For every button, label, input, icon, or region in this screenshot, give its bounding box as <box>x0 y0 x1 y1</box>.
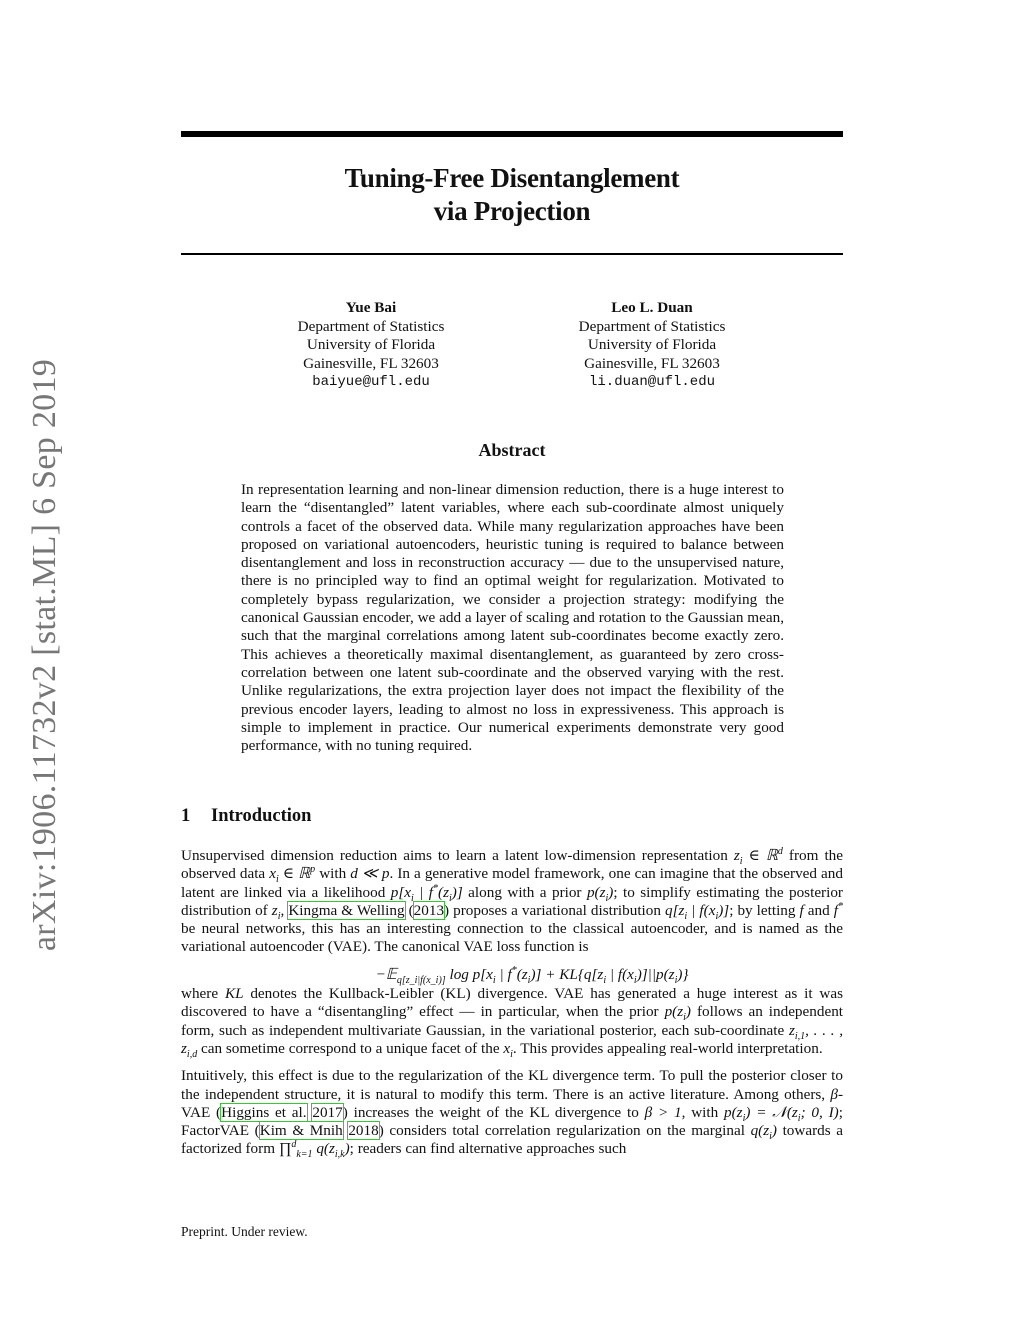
section-title: Introduction <box>211 806 312 826</box>
vae-loss-equation: −𝔼$_{q[z\_i|f(x\_i)]}$ $\log p[x_i$ | $f^*(z_i)] + KL\{q[z_i$ | $f(x_i)]||p(z_i)$} <box>375 964 689 986</box>
title-line-1: Tuning-Free Disentanglement <box>344 163 680 193</box>
author-location: Gainesville, FL 32603 <box>303 354 439 372</box>
author-block-1 <box>251 299 491 392</box>
title-bottom-rule <box>181 253 843 255</box>
section-heading-introduction <box>181 806 311 827</box>
author-name: Leo L. Duan <box>611 299 693 316</box>
intro-paragraph-1: Unsupervised dimension reduction aims to learn a latent low-dimension representation $z_i$ ∈ ℝ$^d$ from the observed data $x_i$ ∈ ℝ$^p$ with d ≪ p. In a generative model framework, one can imagine that the observed and latent are linked via a likelihood $p[x_i$ | $f^*(z_i)$] along with a prior $p(z_i)$; to simplify estimating the posterior distribution of $z_i$, Kingma & Welling (2013) proposes a variational distribution $q[z_i$ | $f(x_i)$]; by letting f and f* be neural networks, this has an interesting connection to the classical autoencoder, and is named as the variational autoencoder (VAE). The canonical VAE loss function is <box>181 845 843 956</box>
title-top-rule <box>181 131 843 137</box>
author-university: University of Florida <box>587 336 717 353</box>
section-number: 1 <box>181 806 191 826</box>
arxiv-identifier-stamp <box>14 350 76 960</box>
author-university: University of Florida <box>306 336 436 353</box>
citation-year-link-higgins[interactable]: 2017 <box>312 1103 343 1121</box>
abstract-body: In representation learning and non-linear dimension reduction, there is a huge interest to learn the “disentangled” latent variables, where each sub-coordinate almost uniquely controls a facet of the observed data. While many regularization approaches have been proposed on variational autoencoders, heuristic tuning is required to balance between disentanglement and loss in reconstruction accuracy — due to the unsupervised nature, there is no principled way to find an optimal weight for regularization. Motivated to completely bypass regularization, we consider a projection strategy: modifying the canonical Gaussian encoder, we add a layer of scaling and rotation to the Gaussian mean, such that the marginal correlations among latent sub-coordinates become exactly zero. This achieves a theoretically maximal disentanglement, as guaranteed by zero cross-correlation between one latent sub-coordinate and the observed varying with the rest. Unlike regularizations, the extra projection layer does not impact the flexibility of the previous encoder layers, leading to almost no loss in expressiveness. This approach is simple to implement in practice. Our numerical experiments demonstrate very good performance, with no tuning required. <box>241 481 784 755</box>
preprint-footer: Preprint. Under review. <box>181 1224 308 1239</box>
citation-link-kingma-welling[interactable]: Kingma & Welling <box>288 901 405 919</box>
author-email[interactable]: baiyue@ufl.edu <box>312 374 430 390</box>
title-line-2: via Projection <box>433 196 591 226</box>
author-block-2 <box>532 299 772 392</box>
citation-year-link-kingma-welling[interactable]: 2013 <box>413 901 445 919</box>
intro-paragraph-3: Intuitively, this effect is due to the regularization of the KL divergence term. To pull the posterior closer to the independent structure, it is natural to modify this term. There is an active literature. Among others, β-VAE (Higgins et al. 2017) increases the weight of the KL divergence to β > 1, with $p(z_i)$ = $𝒩(z_i$; 0, I); FactorVAE (Kim & Mnih 2018) considers total correlation regularization on the marginal $q(z_i)$ towards a factorized form ∏$^d_{k=1}$ $q(z_{i,k})$; readers can find alternative approaches such <box>181 1067 844 1161</box>
introduction-body <box>181 847 843 1168</box>
citation-link-higgins[interactable]: Higgins et al. <box>221 1103 307 1121</box>
abstract-heading: Abstract <box>478 440 546 460</box>
author-name: Yue Bai <box>345 299 397 316</box>
author-location: Gainesville, FL 32603 <box>584 354 720 372</box>
citation-link-kim-mnih[interactable]: Kim & Mnih <box>259 1122 343 1140</box>
intro-paragraph-2: where KL denotes the Kullback-Leibler (KL) divergence. VAE has generated a huge interest as it was discovered to have a “disentangling” effect — in particular, when the prior $p(z_i)$ follows an independent form, such as independent multivariate Gaussian, in the variational posterior, each sub-coordinate $z_{i,1}$, . . . , $z_{i,d}$ can sometime correspond to a unique facet of the $x_i$. This provides appealing real-world interpretation. <box>181 985 844 1060</box>
citation-year-link-kim-mnih[interactable]: 2018 <box>348 1122 379 1140</box>
author-department: Department of Statistics <box>578 317 726 335</box>
author-department: Department of Statistics <box>297 317 445 335</box>
arxiv-identifier-text: arXiv:1906.11732v2 [stat.ML] 6 Sep 2019 <box>26 358 64 952</box>
paper-title <box>181 162 843 228</box>
author-email[interactable]: li.duan@ufl.edu <box>588 374 716 390</box>
